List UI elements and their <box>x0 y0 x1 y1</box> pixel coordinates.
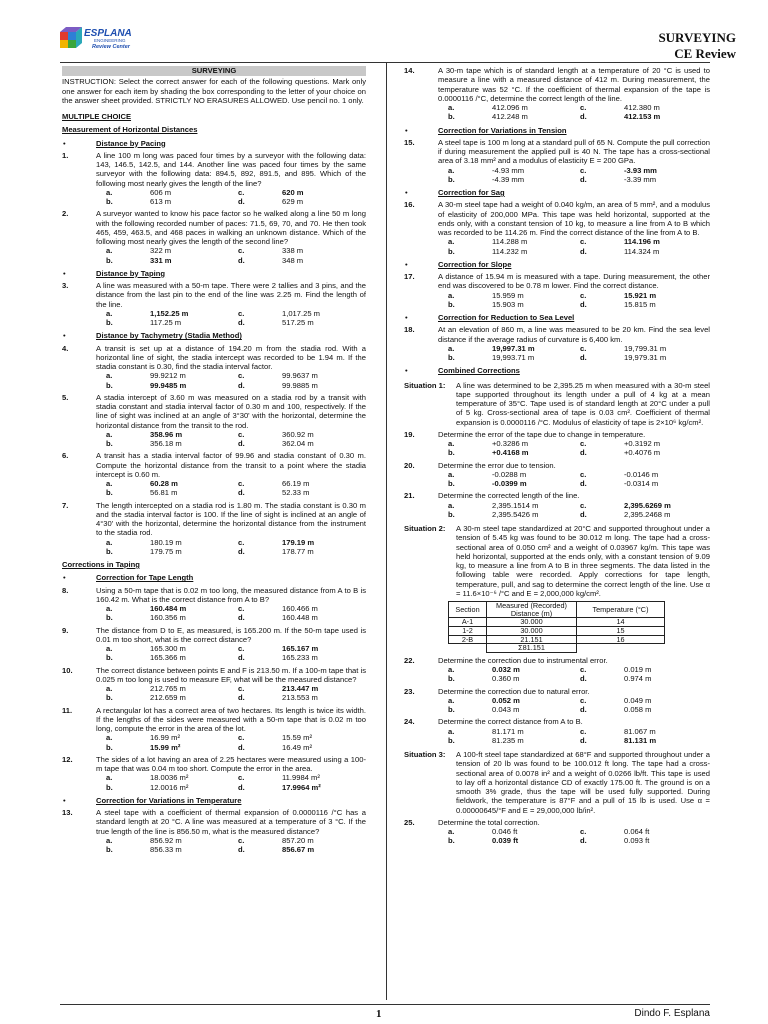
choices: a. 165.300 m c. 165.167 m b. 165.366 m d. 165.233 m <box>106 644 319 663</box>
question-13: 13. A steel tape with a coefficient of thermal expansion of 0.0000116 /°C has a standard length at 20 °C. A line was measured at a temperature of 3 °C. If the true length of the line is 856.50 m, what is the measured distance? a. 856.92 m c. 857.20 m b. 856.33 m d. 856.67 m <box>62 808 366 854</box>
right-column <box>404 66 710 846</box>
question-text: Determine the error due to tension. <box>438 460 556 470</box>
choices: a. 412.096 m c. 412.380 m b. 412.248 m d. 412.153 m <box>448 103 661 122</box>
question-2: 2. A surveyor wanted to know his pace factor so he walked along a line 50 m long with the following recorded number of paces: 71.5, 69, 70, and 70. He then took 465, 459, 463.5, and 468 paces in walking an unknown distance. Which of the following most nearly gives the length of the second line? a. 322 m c. 338 m b. 331 m d. 348 m <box>62 209 366 265</box>
choices: a. 16.99 m² c. 15.59 m² b. 15.99 m² d. 16.49 m² <box>106 733 312 752</box>
question-text: A transit has a stadia interval factor of 99.96 and stadia constant of 0.30 m. Compute the horizontal distance from the transit to a point where the stadia intercept is 0.60 m. <box>96 451 366 479</box>
question-text: Determine the error of the tape due to change in temperature. <box>438 429 646 439</box>
bullet-icon: • <box>405 125 408 135</box>
segment-data-table <box>448 601 665 653</box>
question-23: 23. Determine the correction due to natural error. a. 0.052 m c. 0.049 m b. 0.043 m d. 0.058 m <box>404 687 710 715</box>
question-5: 5. A stadia intercept of 3.60 m was measured on a stadia rod by a transit with stadia constant and stadia interval factor of 0.30 m and 100, respectively. If the line of sight was inclined at an angle of 3°30' with the horizontal, determine the horizontal distance from the transit to the rod. a. 358.96 m c. 360.92 m b. 356.18 m d. 362.04 m <box>62 392 366 448</box>
question-text: The distance from D to E, as measured, is 165.200 m. If the 50-m tape used is 0.01 m too short, what is the correct distance? <box>96 625 366 644</box>
situation-1: Situation 1: A line was determined to be 2,395.25 m when measured with a 30-m steel tape supported throughout its length under a pull of 4 kg at a mean temperature of 35°C. Tape used is of standard length at 20°C under a pull of 5 kg. Cross-sectional area of tape is 0.03 cm². Coefficient of thermal expansion is 0.0000116 /°C. Modulus of elasticity of tape is 2×10⁶ kg/cm². <box>404 380 710 427</box>
table-row: A-1 30.000 14 <box>449 618 665 627</box>
choices: a. 81.171 m c. 81.067 m b. 81.235 m d. 81.131 m <box>448 726 657 745</box>
subheading-taping: • Distance by Taping <box>63 268 166 278</box>
question-17: 17. A distance of 15.94 m is measured with a tape. During measurement, the other end was discovered to be 0.78 m lower. Find the correct distance. a. 15.959 m c. 15.921 m b. 15.903 m d. 15.815 m <box>404 272 710 309</box>
question-text: The correct distance between points E and F is 213.50 m. If a 100-m tape that is 0.025 m too long is used to measure EF, what will be the measured distance? <box>96 665 366 684</box>
logo-sub-text-2: Review Center <box>92 44 130 50</box>
page-header <box>0 0 768 62</box>
situation-3: Situation 3: A 100-ft steel tape standardized at 68°F and supported throughout under a tension of 20 lb was found to be 100.012 ft long. The tape had a cross-sectional area of 0.0078 in² and a weight of 0.0266 lb/ft. This tape is used to lay off a horizontal distance CD of exactly 175.00 ft. The ground is on a smooth 3% grade, thus the tape will be used fully supported. During fieldwork, the temperature is 87°F and a pull of 15 lb is used. Use α = 0.00000645/°F and E = 29,000,000 lb/in². <box>404 750 710 815</box>
subheading-pacing: • Distance by Pacing <box>63 138 166 148</box>
choices: a. -4.93 mm c. -3.93 mm b. -4.39 mm d. -3.39 mm <box>448 165 657 184</box>
esplana-logo <box>60 26 182 52</box>
table-header-cell: Temperature (°C) <box>577 602 665 618</box>
bullet-icon: • <box>63 268 66 278</box>
bullet-icon: • <box>405 259 408 269</box>
question-7: 7. The length intercepted on a stadia rod is 1.80 m. The stadia constant is 0.30 m and the stadia interval factor is 100. If the line of sight is inclined at an angle of 4°30' with the horizontal, determine the horizontal distance from the instrument to the stadia rod. a. 180.19 m c. 179.19 m b. 179.75 m d. 178.77 m <box>62 500 366 556</box>
question-text: Determine the corrected length of the line. <box>438 491 580 501</box>
author-name: Dindo F. Esplana <box>634 1008 710 1019</box>
choices: a. 212.765 m c. 213.447 m b. 212.659 m d. 213.553 m <box>106 684 319 703</box>
table-header-cell: Section <box>449 602 487 618</box>
question-text: A line was measured with a 50-m tape. There were 2 tallies and 3 pins, and the distance from the last pin to the end of the line was 2.25 m. Find the length of the line. <box>96 281 366 309</box>
choices: a. 0.046 ft c. 0.064 ft b. 0.039 ft d. 0.093 ft <box>448 827 650 846</box>
question-4: 4. A transit is set up at a distance of 194.20 m from the stadia rod. With a horizontal line of sight, the stadia intercept was recorded to be 1.94 m. If the stadia constant is 0.30, find the stadia interval factor. a. 99.9212 m c. 99.9637 m b. 99.9485 m d. 99.9885 m <box>62 343 366 390</box>
heading-multiple-choice: MULTIPLE CHOICE <box>62 112 132 121</box>
choices: a. 358.96 m c. 360.92 m b. 356.18 m d. 362.04 m <box>106 429 314 448</box>
bullet-icon: • <box>405 313 408 322</box>
table-header-cell: Measured (Recorded) Distance (m) <box>487 602 577 618</box>
title: SURVEYING <box>658 30 736 45</box>
choices: a. 322 m c. 338 m b. 331 m d. 348 m <box>106 246 304 265</box>
question-text: Using a 50-m tape that is 0.02 m too long, the measured distance from A to B is 160.42 m. What is the correct distance from A to B? <box>96 585 366 604</box>
table-total-row: Σ81.151 <box>449 644 665 653</box>
question-text: At an elevation of 860 m, a line was measured to be 20 km. Find the sea level distance if the average radius of curvature is 6,400 km. <box>438 325 710 344</box>
question-text: A distance of 15.94 m is measured with a tape. During measurement, the other end was discovered to be 0.78 m lower. Find the correct distance. <box>438 272 710 291</box>
question-text: Determine the total correction. <box>438 817 540 827</box>
choices: a. 180.19 m c. 179.19 m b. 179.75 m d. 178.77 m <box>106 537 315 556</box>
question-text: Determine the correction due to natural error. <box>438 686 590 696</box>
question-15: 15. A steel tape is 100 m long at a standard pull of 65 N. Compute the pull correction if during measurement the applied pull is 40 N. The tape has a cross-sectional area of 3.18 mm² and a modulus of elasticity E = 200 GPa. a. -4.93 mm c. -3.93 mm b. -4.39 mm d. -3.39 mm <box>404 137 710 184</box>
header-rule <box>60 62 710 63</box>
question-text: The sides of a lot having an area of 2.25 hectares were measured using a 100-m tape that was 0.04 m too short. Compute the error in the area. <box>96 754 366 773</box>
situation-text: A 30-m steel tape standardized at 20°C and supported throughout under a tension of 5.45 kg was found to be 30.012 m long. The tape had a cross-sectional area of 0.050 cm² and a weight of 0.03967 kg/m. This tape was held horizontal, supported at the ends only, with a constant tension of 9.09 kg, to measure a line from A to B in three segments. The data listed in the following table were recorded. Apply corrections for tape length, temperature, pull, and sag to determine the correct length of the line. Use α = 11.6×10⁻⁶ /°C and E = 2,000,000 kg/cm². <box>456 524 710 598</box>
question-11: 11. A rectangular lot has a correct area of two hectares. Its length is twice its width. If the lengths of the sides were measured with a 50-m tape that is 0.02 m too long, compute the error in the area of the lot. a. 16.99 m² c. 15.59 m² b. 15.99 m² d. 16.49 m² <box>62 705 366 752</box>
table-header-row <box>449 602 665 618</box>
page-number: 1 <box>376 1008 382 1020</box>
question-14: 14. A 30-m tape which is of standard length at a temperature of 20 °C is used to measure a line with a measured distance of 412 m. During measurement, the temperature was 52 °C. If the coefficient of thermal expansion of the tape is 0.0000116 /°C, determine the correct length of the line. a. 412.096 m c. 412.380 m b. 412.248 m d. 412.153 m <box>404 66 710 122</box>
left-column <box>62 66 366 854</box>
subheading-tape-length: • Correction for Tape Length <box>63 573 194 583</box>
question-16: 16. A 30-m steel tape had a weight of 0.040 kg/m, an area of 5 mm², and a modulus of elasticity of 200,000 MPa. This tape was held horizontal, supported at the ends only, with a constant tension of 10 kg, to measure a line from A to B which was recorded to be 114.26 m. Find the correct distance of the line from A to B. a. 114.288 m c. 114.196 m b. 114.232 m d. 114.324 m <box>404 200 710 256</box>
question-10: 10. The correct distance between points E and F is 213.50 m. If a 100-m tape that is 0.025 m too long is used to measure EF, what will be the measured distance? a. 212.765 m c. 213.447 m b. 212.659 m d. 213.553 m <box>62 665 366 703</box>
situation-text: A 100-ft steel tape standardized at 68°F and supported throughout under a tension of 20 lb was found to be 100.012 ft long. The tape had a cross-sectional area of 0.0078 in² and a weight of 0.0266 lb/ft. This tape is used to lay off a horizontal distance CD of exactly 175.00 ft. The ground is on a smooth 3% grade, thus the tape will be used fully supported. During fieldwork, the temperature is 87°F and a pull of 15 lb is used. Use α = 0.00000645/°F and E = 29,000,000 lb/in². <box>456 750 710 815</box>
bullet-icon: • <box>63 331 66 341</box>
question-8: 8. Using a 50-m tape that is 0.02 m too long, the measured distance from A to B is 160.42 m. What is the correct distance from A to B? a. 160.484 m c. 160.466 m b. 160.356 m d. 160.448 m <box>62 585 366 623</box>
bullet-icon: • <box>405 188 408 197</box>
question-25: 25. Determine the total correction. a. 0.046 ft c. 0.064 ft b. 0.039 ft d. 0.093 ft <box>404 818 710 846</box>
question-text: The length intercepted on a stadia rod is 1.80 m. The stadia constant is 0.30 m and the stadia interval factor is 100. If the line of sight is inclined at an angle of 4°30' with the horizontal, determine the horizontal distance from the instrument to the stadia rod. <box>96 500 366 538</box>
question-6: 6. A transit has a stadia interval factor of 99.96 and stadia constant of 0.30 m. Compute the horizontal distance from the transit to a point where the stadia intercept is 0.60 m. a. 60.28 m c. 66.19 m b. 56.81 m d. 52.33 m <box>62 451 366 498</box>
heading-corrections-in-taping: Corrections in Taping <box>62 560 140 569</box>
question-text: Determine the correct distance from A to B. <box>438 717 583 727</box>
section-banner: SURVEYING <box>62 66 366 76</box>
question-20: 20. Determine the error due to tension. a. -0.0288 m c. -0.0146 m b. -0.0399 m d. -0.0314 m <box>404 461 710 489</box>
bullet-icon: • <box>405 366 408 376</box>
question-text: A transit is set up at a distance of 194.20 m from the stadia rod. With a horizontal line of sight, the stadia intercept was recorded to be 1.94 m. If the stadia constant is 0.30, find the stadia interval factor. <box>96 343 366 371</box>
choices: a. 606 m c. 620 m b. 613 m d. 629 m <box>106 187 304 206</box>
question-24: 24. Determine the correct distance from A to B. a. 81.171 m c. 81.067 m b. 81.235 m d. 81.131 m <box>404 717 710 745</box>
question-text: A steel tape is 100 m long at a standard pull of 65 N. Compute the pull correction if during measurement the applied pull is 40 N. The tape has a cross-sectional area of 3.18 mm² and a modulus of elasticity E = 200 GPa. <box>438 137 710 166</box>
question-18: 18. At an elevation of 860 m, a line was measured to be 20 km. Find the sea level distance if the average radius of curvature is 6,400 km. a. 19,997.31 m c. 19,799.31 m b. 19,993.71 m d. 19,979.31 m <box>404 325 710 362</box>
table-row: 1-2 30.000 15 <box>449 626 665 635</box>
question-text: A rectangular lot has a correct area of two hectares. Its length is twice its width. If the lengths of the sides were measured with a 50-m tape that is 0.02 m too long, compute the error in the area of the lot. <box>96 705 366 733</box>
question-text: A 30-m steel tape had a weight of 0.040 kg/m, an area of 5 mm², and a modulus of elasticity of 200,000 MPa. This tape was held horizontal, supported at the ends only, with a constant tension of 10 kg, to measure a line from A to B which was recorded to be 114.26 m. Find the correct distance of the line from A to B. <box>438 200 710 237</box>
heading-horizontal-distances: Measurement of Horizontal Distances <box>62 125 198 135</box>
question-text: A 30-m tape which is of standard length at a temperature of 20 °C is used to measure a line with a measured distance of 412 m. During measurement, the temperature was 52 °C. If the coefficient of thermal expansion of the tape is 0.0000116 /°C, determine the correct length of the line. <box>438 66 710 103</box>
bullet-icon: • <box>63 573 66 583</box>
subheading-combined: • Combined Corrections <box>405 366 520 376</box>
question-text: A line 100 m long was paced four times by a surveyor with the following data: 143, 146.5, 142.5, and 144. Another line was paced four times by the same surveyor with the following data: 894.5, 892, 891.5, and 895. Which of the following most nearly gives the length of the line? <box>96 150 366 188</box>
bullet-icon: • <box>63 138 66 148</box>
situation-text: A line was determined to be 2,395.25 m when measured with a 30-m steel tape supported throughout its length under a pull of 4 kg at a mean temperature of 35°C. Tape used is of standard length at 20°C under a pull of 5 kg. Cross-sectional area of tape is 0.03 cm². Coefficient of thermal expansion is 0.0000116 /°C. Modulus of elasticity of tape is 2×10⁶ kg/cm². <box>456 380 710 427</box>
choices: a. +0.3286 m c. +0.3192 m b. +0.4168 m d. +0.4076 m <box>448 439 661 458</box>
subheading-tachymetry: • Distance by Tachymetry (Stadia Method) <box>63 331 242 341</box>
footer-rule <box>60 1004 710 1005</box>
question-19: 19. Determine the error of the tape due to change in temperature. a. +0.3286 m c. +0.3192 m b. +0.4168 m d. +0.4076 m <box>404 430 710 458</box>
choices: a. 160.484 m c. 160.466 m b. 160.356 m d. 160.448 m <box>106 604 318 623</box>
question-3: 3. A line was measured with a 50-m tape. There were 2 tallies and 3 pins, and the distance from the last pin to the end of the line was 2.25 m. Find the length of the line. a. 1,152.25 m c. 1,017.25 m b. 117.25 m d. 517.25 m <box>62 281 366 327</box>
logo-sub-text-1: ENGINEERING <box>94 38 126 43</box>
question-9: 9. The distance from D to E, as measured, is 165.200 m. If the 50-m tape used is 0.01 m too short, what is the correct distance? a. 165.300 m c. 165.167 m b. 165.366 m d. 165.233 m <box>62 625 366 663</box>
question-text: A surveyor wanted to know his pace factor so he walked along a line 50 m long with the following recorded number of paces: 71.5, 69, 70, and 70. He then took 465, 459, 463.5, and 468 paces in walking an unknown distance. Which of the following most nearly gives the length of the second line? <box>96 209 366 246</box>
subheading-temperature: • Correction for Variations in Temperature <box>63 795 242 805</box>
choices: a. 99.9212 m c. 99.9637 m b. 99.9485 m d. 99.9885 m <box>106 371 318 390</box>
choices: a. 114.288 m c. 114.196 m b. 114.232 m d. 114.324 m <box>448 237 660 256</box>
subtitle: CE Review <box>674 46 736 62</box>
choices: a. 2,395.1514 m c. 2,395.6269 m b. 2,395.5426 m d. 2,395.2468 m <box>448 500 671 519</box>
choices: a. 15.959 m c. 15.921 m b. 15.903 m d. 15.815 m <box>448 290 657 309</box>
column-divider <box>386 62 387 1000</box>
choices: a. 18.0036 m² c. 11.9984 m² b. 12.0016 m² d. 17.9964 m² <box>106 773 321 792</box>
subheading-sag: • Correction for Sag <box>405 188 505 197</box>
document-title <box>658 30 736 63</box>
choices: a. 19,997.31 m c. 19,799.31 m b. 19,993.71 m d. 19,979.31 m <box>448 343 667 362</box>
question-text: A stadia intercept of 3.60 m was measured on a stadia rod by a transit with stadia constant and stadia interval factor of 0.30 m and 100, respectively. If the line of sight was inclined at an angle of 3°30' with the horizontal, determine the horizontal distance from the transit to the rod. <box>96 392 366 430</box>
instruction-text: INSTRUCTION: Select the correct answer for each of the following questions. Mark only one answer for each item by shading the box corresponding to the letter of your choice on the answer sheet provided. STRICTLY NO ERASURES ALLOWED. Use pencil no. 1 only. <box>62 77 366 105</box>
question-1: 1. A line 100 m long was paced four times by a surveyor with the following data: 143, 146.5, 142.5, and 144. Another line was paced four times by the same surveyor with the following data: 894.5, 892, 891.5, and 895. Which of the following most nearly gives the length of the line? a. 606 m c. 620 m b. 613 m d. 629 m <box>62 150 366 206</box>
choices: a. 856.92 m c. 857.20 m b. 856.33 m d. 856.67 m <box>106 835 315 854</box>
subheading-sea-level: • Correction for Reduction to Sea Level <box>405 313 575 322</box>
situation-2: Situation 2: A 30-m steel tape standardized at 20°C and supported throughout under a tension of 5.45 kg was found to be 30.012 m long. The tape had a cross-sectional area of 0.050 cm² and a weight of 0.03967 kg/m. This tape was held horizontal, supported at the ends only, with a constant tension of 9.09 kg, to measure a line from A to B in three segments. The data listed in the following table were recorded. Apply corrections for tape length, temperature, pull, and sag to determine the correct length of the line. Use α = 11.6×10⁻⁶ /°C and E = 2,000,000 kg/cm². <box>404 524 710 598</box>
question-12: 12. The sides of a lot having an area of 2.25 hectares were measured using a 100-m tape that was 0.04 m too short. Compute the error in the area. a. 18.0036 m² c. 11.9984 m² b. 12.0016 m² d. 17.9964 m² <box>62 754 366 792</box>
choices: a. 0.052 m c. 0.049 m b. 0.043 m d. 0.058 m <box>448 695 652 715</box>
choices: a. -0.0288 m c. -0.0146 m b. -0.0399 m d. -0.0314 m <box>448 469 659 488</box>
bullet-icon: • <box>63 795 66 805</box>
choices: a. 1,152.25 m c. 1,017.25 m b. 117.25 m d. 517.25 m <box>106 308 320 327</box>
subheading-tension: • Correction for Variations in Tension <box>405 125 567 135</box>
question-22: 22. Determine the correction due to instrumental error. a. 0.032 m c. 0.019 m b. 0.360 m d. 0.974 m <box>404 656 710 684</box>
choices: a. 60.28 m c. 66.19 m b. 56.81 m d. 52.33 m <box>106 479 310 498</box>
question-21: 21. Determine the corrected length of the line. a. 2,395.1514 m c. 2,395.6269 m b. 2,395.5426 m d. 2,395.2468 m <box>404 491 710 519</box>
question-text: Determine the correction due to instrumental error. <box>438 655 608 665</box>
subheading-slope: • Correction for Slope <box>405 259 512 269</box>
question-text: A steel tape with a coefficient of thermal expansion of 0.0000116 /°C has a standard length at 20 °C. A line was measured at a temperature of 3 °C. If the true length of the line is 856.50 m, what is the measured distance? <box>96 808 366 836</box>
choices: a. 0.032 m c. 0.019 m b. 0.360 m d. 0.974 m <box>448 665 652 684</box>
logo-main-text: ESPLANA <box>84 28 132 39</box>
table-row: 2-B 21.151 16 <box>449 635 665 644</box>
